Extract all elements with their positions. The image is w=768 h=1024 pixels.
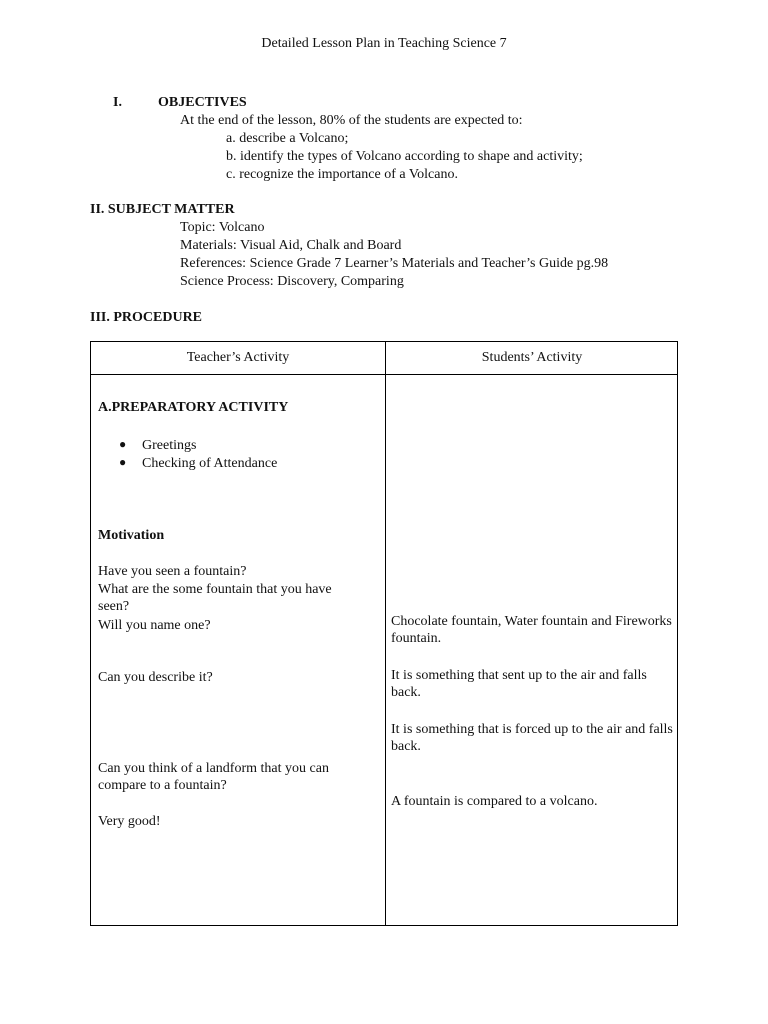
students-activity-header: Students’ Activity xyxy=(481,350,583,365)
student-answer: Chocolate fountain, Water fountain and Fireworks fountain. xyxy=(391,614,672,646)
teacher-question: Can you think of a landform that you can compare to a fountain? xyxy=(98,761,329,793)
objective-item: c. recognize the importance of a Volcano. xyxy=(226,167,458,182)
objectives-intro: At the end of the lesson, 80% of the students are expected to: xyxy=(180,113,523,128)
student-answer: It is something that sent up to the air and falls back. xyxy=(391,668,647,700)
teacher-question: What are the some fountain that you have seen? xyxy=(98,582,332,614)
bullet-icon: ● xyxy=(119,437,127,451)
teacher-question: Will you name one? xyxy=(98,618,211,633)
list-item: Greetings xyxy=(142,438,197,453)
subject-matter-line: Materials: Visual Aid, Chalk and Board xyxy=(180,238,402,253)
preparatory-activity-heading: A.PREPARATORY ACTIVITY xyxy=(98,400,289,415)
student-answer: A fountain is compared to a volcano. xyxy=(391,794,598,809)
subject-matter-line: Topic: Volcano xyxy=(180,220,265,235)
objectives-heading: OBJECTIVES xyxy=(158,95,247,110)
teacher-question: Can you describe it? xyxy=(98,670,213,685)
objective-item: a. describe a Volcano; xyxy=(226,131,349,146)
subject-matter-line: Science Process: Discovery, Comparing xyxy=(180,274,404,289)
list-item: Checking of Attendance xyxy=(142,456,278,471)
header-divider xyxy=(91,374,677,375)
motivation-heading: Motivation xyxy=(98,528,165,543)
objective-item: b. identify the types of Volcano according to shape and activity; xyxy=(226,149,583,164)
teacher-question: Have you seen a fountain? xyxy=(98,564,247,579)
objectives-numeral: I. xyxy=(113,95,122,110)
student-answer: It is something that is forced up to the air and falls back. xyxy=(391,722,673,754)
procedure-heading: III. PROCEDURE xyxy=(90,310,203,325)
bullet-icon: ● xyxy=(119,455,127,469)
teacher-activity-header: Teacher’s Activity xyxy=(186,350,290,365)
document-title: Detailed Lesson Plan in Teaching Science 7 xyxy=(261,36,507,51)
column-divider xyxy=(385,342,386,925)
teacher-remark: Very good! xyxy=(98,814,161,829)
subject-matter-heading: II. SUBJECT MATTER xyxy=(90,202,235,217)
procedure-table xyxy=(90,341,678,926)
subject-matter-line: References: Science Grade 7 Learner’s Materials and Teacher’s Guide pg.98 xyxy=(180,256,609,271)
